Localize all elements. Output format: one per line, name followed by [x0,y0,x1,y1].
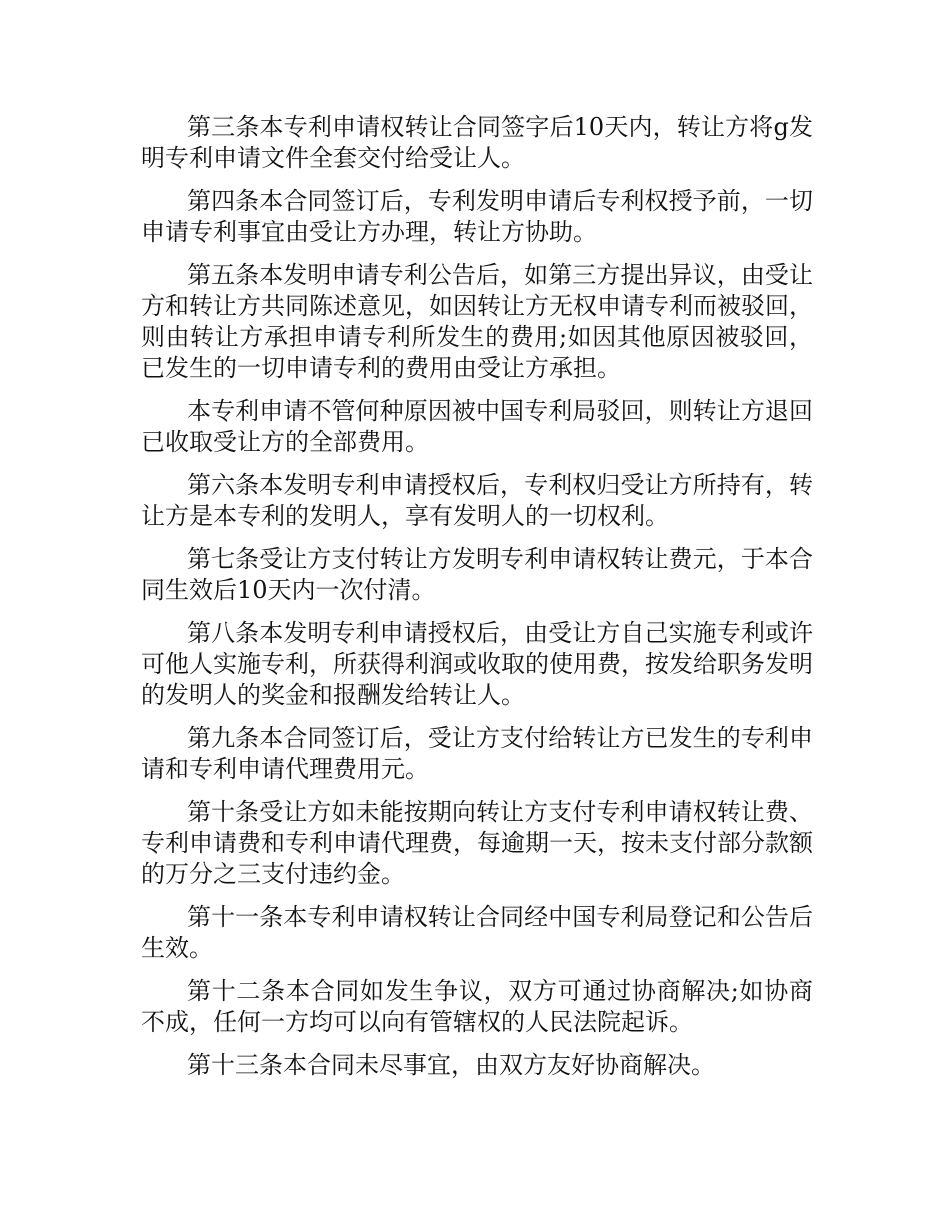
clause-9: 第九条本合同签订后，受让方支付给转让方已发生的专利申请和专利申请代理费用元。 [141,724,813,783]
document-body [141,112,813,1093]
clause-11: 第十一条本专利申请权转让合同经中国专利局登记和公告后生效。 [141,903,813,962]
clause-5: 第五条本发明申请专利公告后，如第三方提出异议，由受让方和转让方共同陈述意见，如因转让方无权申请专利而被驳回，则由转让方承担申请专利所发生的费用;如因其他原因被驳回，已发生的一切申请专利的费用由受让方承担。 [141,261,813,382]
clause-13: 第十三条本合同未尽事宜，由双方友好协商解决。 [187,1051,715,1079]
clause-3: 第三条本专利申请权转让合同签字后10天内，转让方将g发明专利申请文件全套交付给受让人。 [141,113,813,172]
clause-8: 第八条本发明专利申请授权后，由受让方自己实施专利或许可他人实施专利，所获得利润或收取的使用费，按发给职务发明的发明人的奖金和报酬发给转让人。 [141,619,813,709]
clause-10: 第十条受让方如未能按期向转让方支付专利申请权转让费、专利申请费和专利申请代理费，每逾期一天，按未支付部分款额的万分之三支付违约金。 [141,798,813,888]
clause-12: 第十二条本合同如发生争议，双方可通过协商解决;如协商不成，任何一方均可以向有管辖权的人民法院起诉。 [141,977,813,1036]
clause-7: 第七条受让方支付转让方发明专利申请权转让费元，于本合同生效后10天内一次付清。 [141,545,813,604]
clause-4: 第四条本合同签订后，专利发明申请后专利权授予前，一切申请专利事宜由受让方办理，转让方协助。 [141,187,813,246]
clause-5-note: 本专利申请不管何种原因被中国专利局驳回，则转让方退回已收取受让方的全部费用。 [141,397,813,456]
clause-6: 第六条本发明专利申请授权后，专利权归受让方所持有，转让方是本专利的发明人，享有发明人的一切权利。 [141,471,813,530]
